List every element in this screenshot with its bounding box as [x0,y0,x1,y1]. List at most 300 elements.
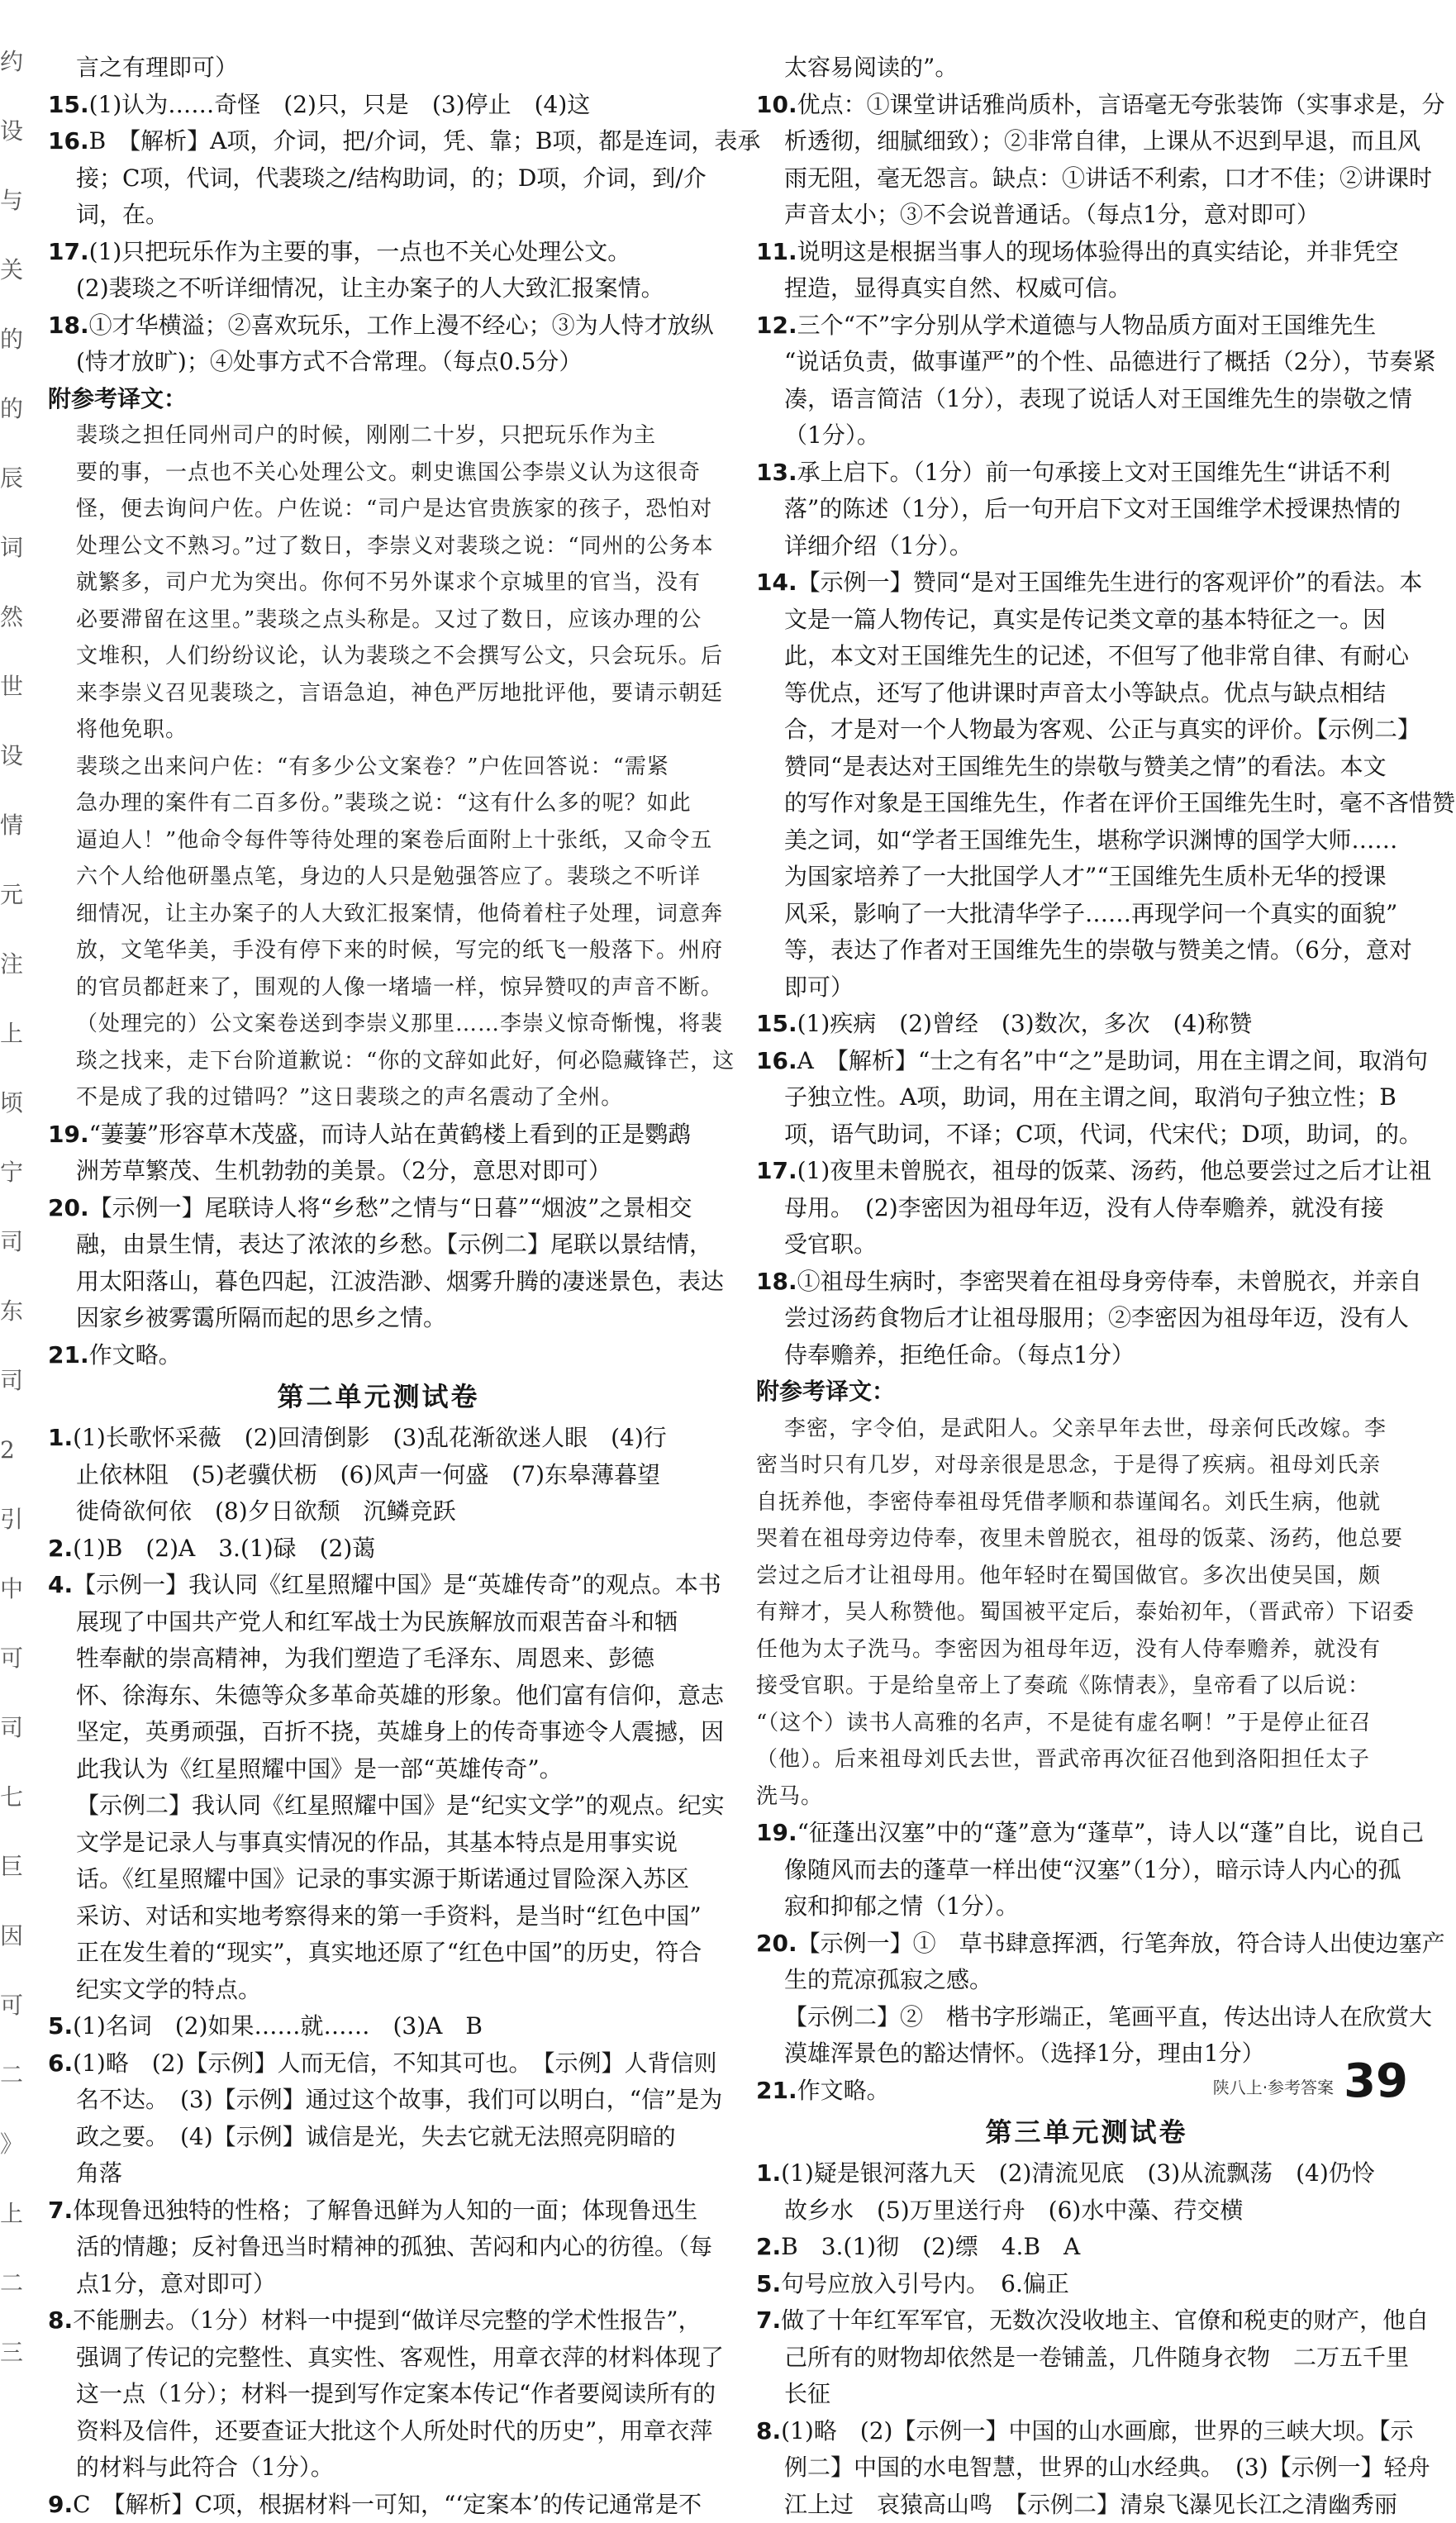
line-text: 接受官职。于是给皇帝上了奏疏《陈情表》，皇帝看了以后说： [756,1673,1370,1698]
question-number: 6. [48,2049,73,2077]
answer-line [48,197,709,234]
answer-line [48,2045,709,2083]
answer-line [756,1079,1417,1116]
line-text: 等优点，还写了他讲课时声音太小等缺点。优点与缺点相结 [784,679,1386,707]
line-text: 政之要。 (4)【示例】诚信是光，失去它就无法照亮阴暗的 [76,2123,676,2150]
answer-line [48,675,709,712]
line-text: 要的事，一点也不关心处理公文。刺史谯国公李崇义认为这很奇 [76,460,701,485]
line-text: 【示例一】我认同《红星照耀中国》是“英雄传奇”的观点。本书 [73,1571,721,1598]
edge-char: 元 [0,883,25,907]
answer-line [48,1190,709,1227]
answer-line [756,528,1417,565]
question-number: 9. [48,2491,73,2518]
answer-line [48,1825,709,1862]
answer-line [48,712,709,749]
line-text: 接；C项，代词，代裴琰之/结构助词，的；D项，介词，到/介 [76,164,707,192]
line-text: 即可） [784,973,854,1001]
line-text: 生的荒凉孤寂之感。 [784,1966,992,1993]
answer-line [756,234,1417,271]
line-text: 赞同“是表达对王国维先生的崇敬与赞美之情”的看法。本文 [784,753,1387,780]
line-text: B 【解析】A项，介词，把/介词，凭、靠；B项，都是连词，表承 [89,127,761,155]
line-text: 细情况，让主办案子的人大致汇报案情，他倚着柱子处理，词意奔 [76,902,723,926]
answer-line [48,602,709,639]
answer-line [756,1043,1417,1080]
question-number: 7. [756,2306,781,2334]
question-number: 16. [48,127,89,155]
right-column [756,50,1417,2523]
line-text: 文堆积，人们纷纷议论，认为裴琰之不会撰写公文，只会玩乐。后 [76,644,723,669]
question-number: 12. [756,312,797,339]
answer-line [48,1043,709,1080]
line-text: (1)只把玩乐作为主要的事，一点也不关心处理公文。 [89,238,631,265]
line-text: 怪，便去询问户佐。户佐说：“司户是达官贵族家的孩子，恐怕对 [76,497,712,521]
edge-char: 关 [0,258,25,283]
line-text: “（这个）读书人高雅的名声，不是徒有虚名啊！”于是停止征召 [756,1711,1372,1735]
line-text: 太容易阅读的”。 [784,54,958,81]
line-text: 落”的陈述（1分），后一句开启下文对王国维学术授课热情的 [784,495,1401,522]
answer-line [756,1116,1417,1154]
answer-line [756,1631,1417,1669]
line-text: 六个人给他研墨点笔，身边的人只是勉强答应了。裴琰之不听详 [76,864,701,889]
line-text: 长征 [784,2380,830,2407]
line-text: 捏造，显得真实自然、权威可信。 [784,274,1131,302]
edge-char: 三 [0,2340,25,2365]
line-text: 受官职。 [784,1231,877,1258]
answer-line [756,1264,1417,1301]
answer-line [756,87,1417,124]
answer-line [756,1741,1417,1778]
answer-line [756,50,1417,87]
answer-line [48,969,709,1007]
line-text: 凑，语言简洁（1分），表现了说话人对王国维先生的崇敬之情 [784,385,1412,412]
answer-line [756,785,1417,822]
line-text: 融，由景生情，表达了浓浓的乡愁。【示例二】尾联以景结情， [76,1231,712,1258]
line-text: 做了十年红军军官，无数次没收地主、官僚和税吏的财产，他自 [781,2306,1429,2334]
answer-line [756,2192,1417,2230]
edge-char: 司 [0,1716,25,1740]
line-text: 寂和抑郁之情（1分）。 [784,1892,1019,1920]
answer-line [756,1705,1417,1742]
answer-line [48,455,709,492]
answer-line [48,2192,709,2230]
answer-line [756,123,1417,160]
answer-line [48,896,709,933]
answer-line [48,1264,709,1301]
line-text: 纪实文学的特点。 [76,1976,261,2003]
answer-line [756,1484,1417,1521]
line-text: 词，在。 [76,201,169,228]
answer-line [756,1226,1417,1264]
answer-line [756,1337,1417,1374]
section-heading [48,1373,709,1420]
edge-char: 因 [0,1924,25,1949]
line-text: (1)略 (2)【示例】人而无信，不知其可也。 【示例】人背信则 [73,2049,716,2077]
line-text: 处理公文不熟习。”过了数日，李崇义对裴琰之说：“同州的公务本 [76,534,714,559]
line-text: 密当时只有几岁，对母亲很是思念，于是得了疾病。祖母刘氏亲 [756,1453,1381,1478]
line-text: 正在发生着的“现实”，真实地还原了“红色中国”的历史，符合 [76,1939,702,1966]
answer-line [756,2266,1417,2303]
line-text: 己所有的财物却依然是一卷铺盖，几件随身衣物 二万五千里 [784,2344,1409,2371]
edge-char: 约 [0,50,25,74]
answer-line [756,1521,1417,1558]
edge-char: 可 [0,1993,25,2018]
question-number: 18. [48,312,89,339]
question-number: 4. [48,1571,73,1598]
line-text: 名不达。 (3)【示例】通过这个故事，我们可以明白，“信”是为 [76,2086,722,2113]
line-text: 为国家培养了一大批国学人才”“王国维先生质朴无华的授课 [784,863,1387,890]
question-number: 5. [48,2012,73,2040]
answer-line [48,2340,709,2377]
line-text: “征蓬出汉塞”中的“蓬”意为“蓬草”，诗人以“蓬”自比，说自己 [797,1819,1425,1846]
line-text: (1)认为……奇怪 (2)只，只是 (3)停止 (4)这 [89,91,591,118]
answer-line [48,417,709,455]
line-text: (1)名词 (2)如果……就…… (3)A B [73,2012,483,2040]
answer-line [48,2413,709,2450]
question-number: 21. [48,1341,89,1369]
answer-line [48,564,709,602]
line-text: 【示例一】① 草书肆意挥洒，行笔奔放，符合诗人出使边塞产 [797,1930,1445,1957]
line-text: 详细介绍（1分）。 [784,532,973,559]
line-text: 洗马。 [756,1784,823,1809]
answer-line [756,1190,1417,1227]
answer-line [756,1815,1417,1852]
answer-line [48,1006,709,1043]
line-text: 此我认为《红星照耀中国》是一部“英雄传奇”。 [76,1755,563,1783]
line-text: “说话负责，做事谨严”的个性、品德进行了概括（2分），节奏紧 [784,348,1435,375]
line-text: 因家乡被雾霭所隔而起的思乡之情。 [76,1304,446,1331]
answer-line [756,160,1417,198]
line-text: 李密，字令伯，是武阳人。父亲早年去世，母亲何氏改嫁。李 [784,1416,1387,1441]
line-text: 止依林阻 (5)老骥伏枥 (6)风声一何盛 (7)东皋薄暮望 [76,1461,660,1488]
answer-line [48,1153,709,1190]
line-text: 采访、对话和实地考察得来的第一手资料，是当时“红色中国” [76,1902,702,1930]
line-text: 漠雄浑景色的豁达情怀。（选择1分，理由1分） [784,2040,1265,2067]
line-text: 附参考译文： [756,1378,895,1405]
answer-line [756,2340,1417,2377]
line-text: 话。《红星照耀中国》记录的事实源于斯诺通过冒险深入苏区 [76,1865,689,1892]
edge-char: 顷 [0,1091,25,1116]
answer-line [756,1852,1417,1889]
edge-char: 辰 [0,466,25,491]
answer-line [48,491,709,528]
answer-line [48,1226,709,1264]
answer-line [756,1962,1417,1999]
line-text: 故乡水 (5)万里送行舟 (6)水中藻、荇交横 [784,2197,1243,2224]
line-text: 声音太小；③不会说普通话。（每点1分，意对即可） [784,201,1320,228]
answer-line [756,2229,1417,2266]
edge-char: 然 [0,605,25,630]
line-text: 就繁多，司户尤为突出。你何不另外谋求个京城里的官当，没有 [76,570,701,595]
line-text: 第三单元测试卷 [985,2116,1187,2148]
line-text: 这一点（1分）；材料一提到写作定案本传记“作者要阅读所有的 [76,2380,716,2407]
line-text: 母用。 (2)李密因为祖母年迈，没有人侍奉赡养，就没有接 [784,1194,1384,1221]
answer-line [756,2376,1417,2413]
answer-line [756,602,1417,639]
line-text: 第二单元测试卷 [277,1381,479,1412]
line-text: 风采，影响了一大批清华学子……再现学问一个真实的面貌” [784,900,1397,927]
line-text: 体现鲁迅独特的性格；了解鲁迅鲜为人知的一面；体现鲁迅生 [73,2197,697,2224]
edge-char: 二 [0,2271,25,2296]
line-text: 此，本文对王国维先生的记述，不但写了他非常自律、有耐心 [784,642,1409,669]
line-text: 作文略。 [797,2077,890,2104]
line-text: 【示例二】② 楷书字形端正，笔画平直，传达出诗人在欣赏大 [784,2003,1432,2030]
answer-line [48,1972,709,2009]
line-text: 逼迫人！”他命令每件等待处理的案卷后面附上十张纸，又命令五 [76,828,712,853]
line-text: （他）。后来祖母刘氏去世，晋武帝再次征召他到洛阳担任太子 [756,1747,1370,1772]
line-text: 怀、徐海东、朱德等众多革命英雄的形象。他们富有信仰，意志 [76,1682,724,1709]
answer-line [48,932,709,969]
answer-line [48,822,709,859]
answer-line [756,749,1417,786]
line-text: 析透彻，细腻细致）；②非常自律，上课从不迟到早退，而且风 [784,127,1420,155]
answer-line [756,1594,1417,1631]
answer-line [756,638,1417,675]
answer-line [48,749,709,786]
line-text: 合，才是对一个人物最为客观、公正与真实的评价。【示例二】 [784,716,1420,743]
line-text: (恃才放旷)；④处事方式不合常理。（每点0.5分） [76,348,582,375]
answer-line [756,2449,1417,2487]
answer-line [48,160,709,198]
line-text: C 【解析】C项，根据材料一可知，“‘定案本’的传记通常是不 [73,2491,702,2518]
line-text: 【示例一】尾联诗人将“乡愁”之情与“日暮”“烟波”之景相交 [89,1194,692,1221]
question-number: 8. [756,2417,781,2444]
question-number: 16. [756,1047,797,1074]
line-text: 琰之找来，走下台阶道歉说：“你的文辞如此好，何必隐藏锋芒，这 [76,1049,735,1073]
answer-line [48,1788,709,1825]
line-text: 必要滞留在这里。”裴琰之点头称是。又过了数日，应该办理的公 [76,607,702,632]
line-text: 雨无阻，毫无怨言。缺点：①讲话不利索，口才不佳；②讲课时 [784,164,1432,192]
line-text: 裴琰之出来问户佐：“有多少公文案卷？”户佐回答说：“需紧 [76,755,669,779]
edge-char: 》 [0,2132,25,2157]
answer-line [48,2302,709,2340]
edge-char: 巨 [0,1854,25,1879]
question-number: 18. [756,1268,797,1295]
answer-line [756,564,1417,602]
line-text: 活的情趣；反衬鲁迅当时精神的孤独、苦闷和内心的彷徨。（每 [76,2233,712,2260]
line-text: 资料及信件，还要查证大批这个人所处时代的历史”，用章衣萍 [76,2417,712,2444]
edge-char: 设 [0,119,25,144]
answer-line [756,712,1417,749]
line-text: B 3.(1)彻 (2)缥 4.B A [781,2233,1080,2260]
line-text: “萋萋”形容草木茂盛，而诗人站在黄鹤楼上看到的正是鹦鹉 [89,1121,692,1148]
edge-char: 中 [0,1577,25,1602]
edge-char: 宁 [0,1160,25,1185]
answer-line [48,1457,709,1494]
answer-line [48,1079,709,1116]
answer-line [48,1861,709,1898]
line-text: 等，表达了作者对王国维先生的崇敬与赞美之情。（6分，意对 [784,936,1412,964]
question-number: 19. [756,1819,797,1846]
line-text: 放，文笔华美，手没有停下来的时候，写完的纸飞一般落下。州府 [76,938,723,963]
line-text: 不是成了我的过错吗？”这日裴琰之的声名震动了全州。 [76,1085,623,1110]
line-text: 尝过汤药食物后才让祖母服用；②李密因为祖母年迈，没有人 [784,1304,1409,1331]
answer-line [756,2302,1417,2340]
line-text: 句号应放入引号内。 6.偏正 [781,2270,1069,2297]
question-number: 21. [756,2077,797,2104]
line-text: 言之有理即可） [76,54,238,81]
line-text: 【示例二】我认同《红星照耀中国》是“纪实文学”的观点。纪实 [76,1792,725,1819]
answer-line [48,638,709,675]
answer-line [756,1411,1417,1448]
line-text: 展现了中国共产党人和红军战士为民族解放而艰苦奋斗和牺 [76,1608,678,1635]
answer-line [48,344,709,381]
question-number: 14. [756,569,797,596]
line-text: 点1分，意对即可） [76,2270,276,2297]
question-number: 1. [756,2159,781,2187]
edge-char: 东 [0,1299,25,1324]
answer-line [756,1778,1417,1816]
edge-char: 的 [0,397,25,421]
page-number: 39 [1344,2059,1408,2105]
edge-char: 词 [0,536,25,560]
question-number: 20. [48,1194,89,1221]
line-text: 自抚养他，李密侍奉祖母凭借孝顺和恭谨闻名。刘氏生病，他就 [756,1490,1381,1515]
answer-line [48,1300,709,1337]
line-text: 美之词，如“学者王国维先生，堪称学识渊博的国学大师…… [784,826,1397,854]
line-text: 不能删去。（1分）材料一中提到“做详尽完整的学术性报告”， [73,2306,701,2334]
line-text: 徙倚欲何依 (8)夕日欲颓 沉鳞竞跃 [76,1497,456,1525]
question-number: 7. [48,2197,73,2224]
left-edge-cutoff [0,50,25,2066]
line-text: (2)裴琰之不听详细情况，让主办案子的人大致汇报案情。 [76,274,664,302]
edge-char: 引 [0,1507,25,1532]
edge-char: 上 [0,2202,25,2226]
answer-line [756,270,1417,307]
answer-line [48,2155,709,2192]
edge-char: 2 [0,1438,25,1463]
answer-line [48,1935,709,1972]
line-text: 急办理的案件有二百多份。”裴琰之说：“这有什么多的呢？如此 [76,791,692,816]
question-number: 17. [756,1157,797,1184]
line-text: (1)疑是银河落九天 (2)清流见底 (3)从流飘荡 (4)仍怜 [781,2159,1375,2187]
line-text: 裴琰之担任同州司户的时候，刚刚二十岁，只把玩乐作为主 [76,423,656,448]
line-text: 坚定，英勇顽强，百折不挠，英雄身上的传奇事迹令人震撼，因 [76,1718,724,1745]
line-text: ①祖母生病时，李密哭着在祖母身旁侍奉，未曾脱衣，并亲自 [797,1268,1422,1295]
question-number: 17. [48,238,89,265]
line-text: 项，语气助词，不译；C项，代词，代宋代；D项，助词，的。 [784,1121,1422,1148]
answer-line [756,1668,1417,1705]
answer-line [48,2487,709,2523]
question-number: 15. [48,91,89,118]
line-text: 作文略。 [89,1341,182,1369]
line-text: 子独立性。A项，助词，用在主谓之间，取消句子独立性；B [784,1083,1397,1111]
answer-line [48,2376,709,2413]
line-text: 承上启下。（1分）前一句承接上文对王国维先生“讲话不利 [797,459,1391,486]
answer-line [756,307,1417,345]
answer-line [756,417,1417,455]
answer-line [756,1447,1417,1484]
translation-heading [48,381,709,418]
answer-line [48,1567,709,1604]
answer-line [48,1116,709,1154]
answer-line [756,859,1417,896]
answer-line [756,1999,1417,2036]
line-text: 文是一篇人物传记，真实是传记类文章的基本特征之一。因 [784,606,1386,633]
line-text: 附参考译文： [48,385,187,412]
line-text: 尝过之后才让祖母用。他年轻时在蜀国做官。多次出使吴国，颇 [756,1564,1381,1588]
answer-line [48,1751,709,1788]
edge-char: 情 [0,813,25,838]
edge-char: 上 [0,1021,25,1046]
answer-line [48,1714,709,1751]
edge-char: 二 [0,2063,25,2087]
answer-line [48,270,709,307]
answer-line [756,2155,1417,2192]
answer-line [756,675,1417,712]
edge-char: 可 [0,1646,25,1671]
line-text: 优点：①课堂讲话雅尚质朴，言语毫无夸张装饰（实事求是，分 [797,91,1445,118]
question-number: 10. [756,91,797,118]
answer-line [48,2082,709,2119]
answer-line [48,1898,709,1935]
line-text: 像随风而去的蓬草一样出使“汉塞”（1分），暗示诗人内心的孤 [784,1856,1401,1883]
line-text: 例二】中国的水电智慧，世界的山水经典。 (3)【示例一】轻舟 [784,2454,1430,2481]
edge-char: 设 [0,744,25,769]
answer-line [48,87,709,124]
footer-label: 陕八上·参考答案 [1213,2074,1334,2098]
line-text: （1分）。 [784,421,880,449]
answer-line [756,455,1417,492]
answer-line [756,491,1417,528]
question-number: 13. [756,459,797,486]
answer-line [48,1530,709,1568]
line-text: 有辩才，吴人称赞他。蜀国被平定后，泰始初年，（晋武帝）下诏委 [756,1600,1415,1625]
answer-line [756,969,1417,1007]
line-text: 洲芳草繁茂、生机勃勃的美景。（2分，意思对即可） [76,1157,611,1184]
question-number: 11. [756,238,797,265]
line-text: 来李崇义召见裴琰之，言语急迫，神色严厉地批评他，要请示朝廷 [76,681,723,706]
line-text: ①才华横溢；②喜欢玩乐，工作上漫不经心；③为人恃才放纵 [89,312,714,339]
edge-char: 的 [0,327,25,352]
answer-line [48,1493,709,1530]
line-text: 将他免职。 [76,717,188,742]
answer-line [48,1640,709,1678]
section-heading [756,2109,1417,2155]
answer-line [756,896,1417,933]
line-text: 用太阳落山，暮色四起，江波浩渺、烟雾升腾的凄迷景色，表达 [76,1268,724,1295]
answer-line [48,2266,709,2303]
translation-heading [756,1373,1417,1411]
edge-char: 世 [0,674,25,699]
line-text: 的官员都赶来了，围观的人像一堵墙一样，惊异赞叹的声音不断。 [76,975,723,1000]
question-number: 2. [48,1535,73,1562]
question-number: 20. [756,1930,797,1957]
line-text: 牲奉献的崇高精神，为我们塑造了毛泽东、周恩来、彭德 [76,1645,654,1672]
answer-line [48,2119,709,2156]
answer-line [48,528,709,565]
answer-line [756,1300,1417,1337]
edge-char: 司 [0,1369,25,1393]
answer-line [756,822,1417,859]
answer-line [756,197,1417,234]
page-footer [1213,2059,1408,2105]
line-text: 文学是记录人与事真实情况的作品，其基本特点是用事实说 [76,1829,678,1856]
edge-char: 注 [0,952,25,977]
question-number: 5. [756,2270,781,2297]
line-text: 侍奉赡养，拒绝任命。（每点1分） [784,1341,1135,1369]
answer-line [48,785,709,822]
question-number: 8. [48,2306,73,2334]
answer-line [48,1604,709,1641]
line-text: 角落 [76,2159,122,2187]
line-text: (1)B (2)A 3.(1)碌 (2)蔼 [73,1535,375,1562]
line-text: 三个“不”字分别从学术道德与人物品质方面对王国维先生 [797,312,1377,339]
line-text: 的写作对象是王国维先生，作者在评价王国维先生时，毫不吝惜赞 [784,789,1455,816]
answer-line [756,344,1417,381]
question-number: 2. [756,2233,781,2260]
line-text: (1)略 (2)【示例一】中国的山水画廊，世界的三峡大坝。【示 [781,2417,1413,2444]
edge-char: 七 [0,1785,25,1810]
